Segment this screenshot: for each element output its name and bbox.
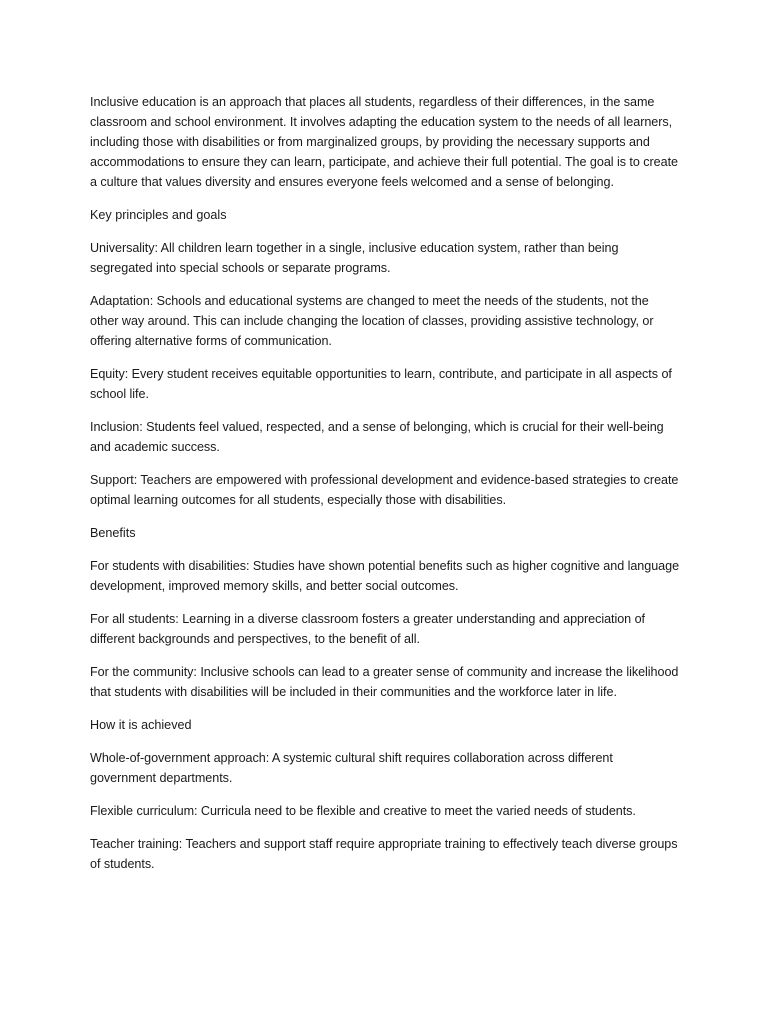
- principle-support: Support: Teachers are empowered with professional development and evidence-based strategies to create optimal learning outcomes for all students, especially those with disabilities.: [90, 473, 679, 507]
- principle-universality: Universality: All children learn together in a single, inclusive education system, rather than being segregated into special schools or separate programs.: [90, 241, 619, 275]
- benefit-all-students: For all students: Learning in a diverse classroom fosters a greater understanding and appreciation of different backgrounds and perspectives, to the benefit of all.: [90, 612, 645, 646]
- principle-equity: Equity: Every student receives equitable opportunities to learn, contribute, and participate in all aspects of school life.: [90, 367, 672, 401]
- intro-paragraph: Inclusive education is an approach that places all students, regardless of their differences, in the same classroom and school environment. It involves adapting the education system to the needs of all learners, including those with disabilities or from marginalized groups, by providing the necessary supports and accommodations to ensure they can learn, participate, and achieve their full potential. The goal is to create a culture that values diversity and ensures everyone feels welcomed and a sense of belonging.: [90, 95, 678, 189]
- achieved-flexible-curriculum: Flexible curriculum: Curricula need to be flexible and creative to meet the varied needs of students.: [90, 804, 636, 818]
- achieved-heading: How it is achieved: [90, 718, 192, 732]
- principles-heading: Key principles and goals: [90, 208, 227, 222]
- benefit-community: For the community: Inclusive schools can lead to a greater sense of community and increase the likelihood that students with disabilities will be included in their communities and the workforce later in life.: [90, 665, 679, 699]
- achieved-whole-of-government: Whole-of-government approach: A systemic cultural shift requires collaboration across different government departments.: [90, 751, 613, 785]
- principle-adaptation: Adaptation: Schools and educational systems are changed to meet the needs of the students, not the other way around. This can include changing the location of classes, providing assistive technology, or offering alternative forms of communication.: [90, 294, 654, 348]
- principle-inclusion: Inclusion: Students feel valued, respected, and a sense of belonging, which is crucial for their well-being and academic success.: [90, 420, 664, 454]
- benefits-heading: Benefits: [90, 526, 136, 540]
- benefit-students-with-disabilities: For students with disabilities: Studies have shown potential benefits such as higher cognitive and language development, improved memory skills, and better social outcomes.: [90, 559, 680, 593]
- achieved-teacher-training: Teacher training: Teachers and support staff require appropriate training to effectively teach diverse groups of students.: [90, 837, 678, 871]
